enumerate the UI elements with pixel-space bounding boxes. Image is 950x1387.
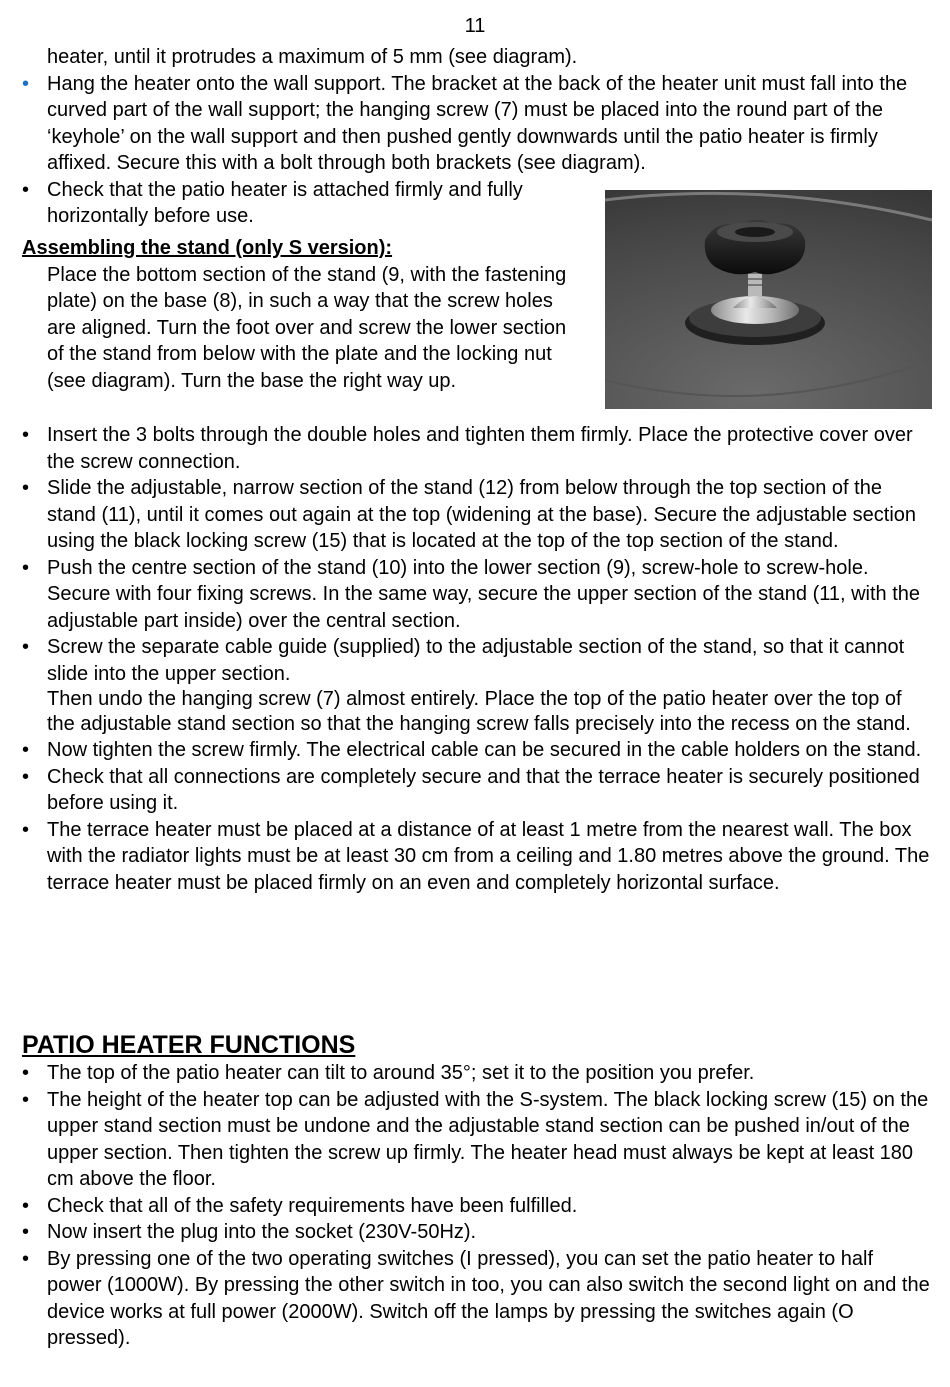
functions-heading: PATIO HEATER FUNCTIONS <box>22 1031 356 1059</box>
list-item: • Screw the separate cable guide (supplied) to the adjustable section of the stand, so that it cannot slide into the upper section. <box>22 634 930 687</box>
list-item: • Now insert the plug into the socket (230V-50Hz). <box>22 1219 930 1246</box>
list-item: • Check that the patio heater is attached firmly and fully horizontally before use. <box>22 177 582 230</box>
list-item: • The height of the heater top can be adjusted with the S-system. The black locking screw (15) on the upper stand section must be undone and the adjustable stand section can be pushed in/out of the upper section. Then tighten the screw up firmly. The heater head must always be kept at least 180 cm above the floor. <box>22 1087 930 1193</box>
list-item: • The top of the patio heater can tilt to around 35°; set it to the position you prefer. <box>22 1060 930 1087</box>
stand-heading: Assembling the stand (only S version): <box>22 237 393 259</box>
stand-intro: Place the bottom section of the stand (9, with the fastening plate) on the base (8), in such a way that the screw holes are aligned. Turn the foot over and screw the lower section of the stand from below with the plate and the locking nut (see diagram). Turn the base the right way up. <box>47 263 567 392</box>
intro-continuation: heater, until it protrudes a maximum of 5 mm (see diagram). <box>47 46 578 68</box>
stand-base-photo-image <box>605 190 932 409</box>
functions-section <box>22 1030 930 1352</box>
list-item: • Check that all of the safety requirements have been fulfilled. <box>22 1193 930 1220</box>
stand-note: Then undo the hanging screw (7) almost entirely. Place the top of the patio heater over the top of the adjustable stand section so that the hanging screw falls precisely into the recess on the stand. <box>47 688 911 735</box>
list-item: • Push the centre section of the stand (10) into the lower section (9), screw-hole to screw-hole. Secure with four fixing screws. In the same way, secure the upper section of the stand (11, with the adjustable part inside) over the central section. <box>22 555 930 635</box>
stand-section-steps <box>22 422 930 896</box>
list-item: • The terrace heater must be placed at a distance of at least 1 metre from the nearest wall. The box with the radiator lights must be at least 30 cm from a ceiling and 1.80 metres above the ground. The terrace heater must be placed firmly on an even and completely horizontal surface. <box>22 817 930 897</box>
list-item: • By pressing one of the two operating switches (I pressed), you can set the patio heater to half power (1000W). By pressing the other switch in too, you can also switch the second light on and the device works at full power (2000W). Switch off the lamps by pressing the switches again (O pressed). <box>22 1246 930 1352</box>
list-item: • Now tighten the screw firmly. The electrical cable can be secured in the cable holders on the stand. <box>22 737 930 764</box>
list-item: • Hang the heater onto the wall support. The bracket at the back of the heater unit must fall into the curved part of the wall support; the hanging screw (7) must be placed into the round part of the ‘keyhole’ on the wall support and then pushed gently downwards until the patio heater is firmly affixed. Secure this with a bolt through both brackets (see diagram). <box>22 71 930 177</box>
stand-section-top <box>22 235 577 394</box>
page-number: 11 <box>464 15 486 37</box>
list-item: • Insert the 3 bolts through the double holes and tighten them firmly. Place the protective cover over the screw connection. <box>22 422 930 475</box>
stand-base-photo <box>605 190 932 409</box>
list-item: • Check that all connections are completely secure and that the terrace heater is securely positioned before using it. <box>22 764 930 817</box>
list-item: • Slide the adjustable, narrow section of the stand (12) from below through the top section of the stand (11), until it comes out again at the top (widening at the base). Secure the adjustable section using the black locking screw (15) that is located at the top of the top section of the stand. <box>22 475 930 555</box>
